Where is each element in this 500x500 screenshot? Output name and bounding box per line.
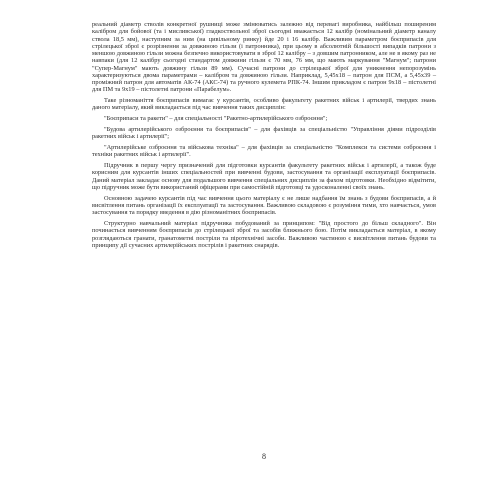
paragraph: Таке різноманіття боєприпасів вимагає у курсантів, особливо факультету ракетних військ і артилерії, твердих знань даного матеріалу, який викладається під час вивчення таких дисциплін:: [92, 97, 436, 112]
paragraph: "Будова артилерійського озброєння та боєприпасів" – для фахівців за спеціальністю "Управління діями підрозділів ракетних військ і артилерії";: [92, 126, 436, 141]
paragraph: "Боєприпаси та ракети" – для спеціальності "Ракетно-артилерійського озброєння";: [104, 115, 328, 123]
body-text: [92, 21, 436, 249]
paragraph: реальний діаметр стволів конкретної рушниці може змінюватись залежно від перевагі виробника, найбільш поширеним калібром для бойової (та і мисливської) гладкоствольної зброї сьогодні вважається 12 калібр (номінальний діаметр каналу ствола 18,5 мм), наступним за ним (на цивільному ринку) йде 20 і 16 калібр. Важливим параметром боєприпасів для стрілецької зброї є розрізнення за довжиною гільзи (і патронника), при цьому в абсолютній більшості випадків патрони з меншою довжиною гільзи можна безпечно використовувати в зброї 12 калібру – з довшим патронником, але не в якому раз не навпаки (для 12 калібру сьогодні стандартом довжини гільзи є 70 мм, 76 мм, що мають маркування "Магнум"; патрони "Супер-Магнум" мають довжину гільзи 89 мм). Сучасні патрони до стрілецької зброї для уникнення непорозумінь характеризуються двома параметрами – калібром та довжиною гільзи. Наприклад, 5,45х18 – патрон для ПСМ, а 5,45х39 – проміжний патрон для автоматів АК-74 (АКС-74) та ручного кулемета РПК-74. Іншим прикладом є патрон 9х18 – пістолетні для ПМ та 9х19 – пістолетні патрони «Парабелум».: [92, 21, 436, 94]
paragraph: Підручник в першу чергу призначений для підготовки курсантів факультету ракетних військ і артилерії, а також буде корисним для курсантів інших спеціальностей при вивченні будови, застосування та організації експлуатації боєприпасів. Даний матеріал закладає основу для подальшого вивчення спеціальних дисциплін за фахом підготовки. Необхідно відмітити, що підручник може бути використаний офіцерами при самостійній підготовці та удосконаленні своїх знань.: [92, 162, 436, 191]
paragraph: "Артилерійське озброєння та військова техніка" – для фахівців за спеціальністю "Комплекси та системи озброєння і техніки ракетних військ і артилерії".: [92, 144, 436, 159]
paragraph: Основною задачею курсантів під час вивчення цього матеріалу є не лише надбання їм знань з будови боєприпасів, а й висвітлення питань організації їх експлуатації та застосування. Важливою складовою є розуміння тими, хто навчається, умов застосування та порядку введення в дію різноманітних боєприпасів.: [92, 194, 436, 217]
page-number: 8: [262, 452, 266, 461]
paragraph: Структурно навчальний матеріал підручника побудований за принципом: "Від простого до більш складного". Він починається вивченням боєприпасів до стрілецької зброї та засобів ближнього бою. Потім викладається матеріал, в якому розглядаються гранати, гранатометні постріли та піротехнічні засоби. Важливою частиною є висвітлення питань будови та принципу дії сучасних артилерійських пострілів і ракетних снарядів.: [92, 220, 436, 249]
